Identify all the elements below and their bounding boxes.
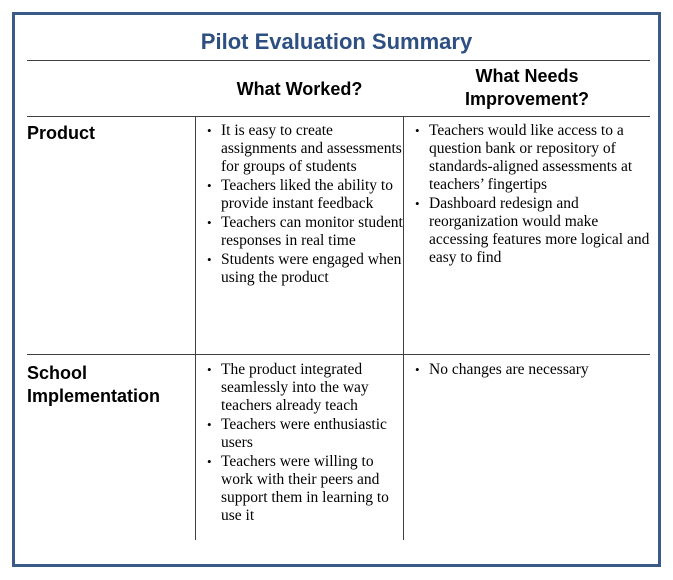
list-item: • Dashboard redesign and reorganization would make accessing features more logical and easy to find <box>413 195 653 267</box>
column-header-worked <box>196 78 403 101</box>
row-header-school-line2: Implementation <box>27 386 161 406</box>
list-item: • Teachers were willing to work with their peers and support them in learning to use it <box>205 453 405 525</box>
list-item: • Students were engaged when using the product <box>205 251 405 287</box>
row-divider <box>27 354 650 355</box>
column-header-improvement <box>404 65 650 111</box>
header-divider <box>27 116 650 117</box>
list-item: • It is easy to create assignments and assessments for groups of students <box>205 122 405 176</box>
list-item: • Teachers liked the ability to provide instant feedback <box>205 177 405 213</box>
row-header-product <box>27 122 95 145</box>
column-header-improvement-line1: What Needs <box>475 66 579 86</box>
column-header-improvement-line2: Improvement? <box>464 89 590 109</box>
list-item: • Teachers would like access to a question bank or repository of standards-aligned assessments at teachers’ fingertips <box>413 122 653 194</box>
page-title: Pilot Evaluation Summary <box>200 29 473 54</box>
school-improvement-list <box>413 361 653 380</box>
school-worked-list <box>205 361 405 526</box>
column-divider-left <box>195 116 196 540</box>
list-item: • Teachers can monitor student responses in real time <box>205 214 405 250</box>
row-header-school-line1: School <box>27 363 88 383</box>
summary-panel <box>12 12 661 567</box>
list-item: • No changes are necessary <box>413 361 653 379</box>
list-item: • The product integrated seamlessly into the way teachers already teach <box>205 361 405 415</box>
title-divider <box>27 60 650 61</box>
column-header-worked-label: What Worked? <box>236 79 363 99</box>
product-improvement-list <box>413 122 653 268</box>
row-header-product-label: Product <box>27 123 96 143</box>
list-item: • Teachers were enthusiastic users <box>205 416 405 452</box>
product-worked-list <box>205 122 405 288</box>
row-header-school-implementation <box>27 362 160 408</box>
